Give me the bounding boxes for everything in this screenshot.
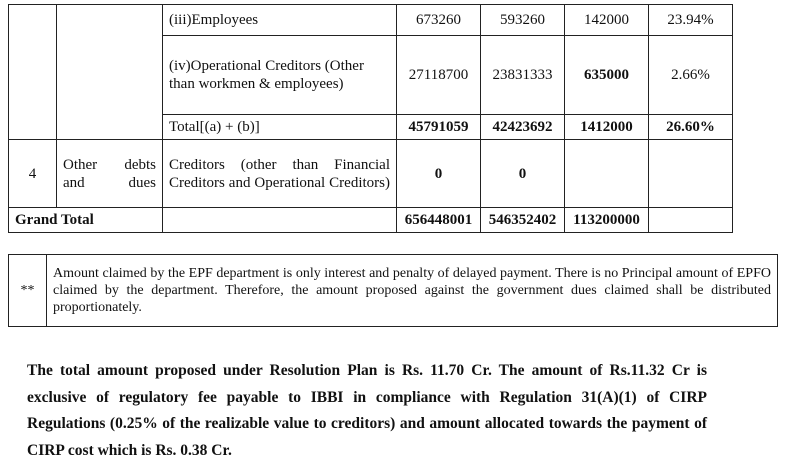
cell-value: 593260 <box>481 5 565 36</box>
cell-value: 142000 <box>565 5 649 36</box>
row-label: (iii)Employees <box>163 5 397 36</box>
footnote-table <box>8 254 778 327</box>
footnote-mark: ** <box>9 255 47 327</box>
cell-value <box>649 208 733 233</box>
cell-value: 27118700 <box>397 36 481 115</box>
cell-value: 26.60% <box>649 115 733 140</box>
row-label: Creditors (other than Financial Creditors and Operational Creditors) <box>163 140 397 208</box>
cell-value: 0 <box>481 140 565 208</box>
cell-value: 42423692 <box>481 115 565 140</box>
table-row <box>9 5 733 36</box>
grand-total-label: Grand Total <box>9 208 163 233</box>
table-row <box>9 140 733 208</box>
cell-value: 45791059 <box>397 115 481 140</box>
cell-value: 23.94% <box>649 5 733 36</box>
cell-value: 1412000 <box>565 115 649 140</box>
cell-value: 546352402 <box>481 208 565 233</box>
resolution-plan-paragraph: The total amount proposed under Resolution Plan is Rs. 11.70 Cr. The amount of Rs.11.32 Cr is exclusive of regulatory fee payable to IBBI in compliance with Regulation 31(A)(1) of CIRP Regulations (0.25% of the realizable value to creditors) and amount allocated towards the payment of CIRP cost which is Rs. 0.38 Cr. <box>27 362 707 459</box>
cell-value: 2.66% <box>649 36 733 115</box>
cell-value: 113200000 <box>565 208 649 233</box>
footnote-row <box>9 255 778 327</box>
row-label: (iv)Operational Creditors (Other than workmen & employees) <box>163 36 397 115</box>
cell-value: 635000 <box>565 36 649 115</box>
cell-value <box>565 140 649 208</box>
claims-table <box>8 4 733 233</box>
cell-value: 23831333 <box>481 36 565 115</box>
cell-value: 0 <box>397 140 481 208</box>
sn-cell: 4 <box>9 140 57 208</box>
sn-cell <box>9 5 57 140</box>
category-cell <box>57 5 163 140</box>
row-label: Total[(a) + (b)] <box>163 115 397 140</box>
row-label <box>163 208 397 233</box>
cell-value: 656448001 <box>397 208 481 233</box>
category-cell: Other debts and dues <box>57 140 163 208</box>
cell-value: 673260 <box>397 5 481 36</box>
cell-value <box>649 140 733 208</box>
grand-total-row <box>9 208 733 233</box>
footnote-text: Amount claimed by the EPF department is only interest and penalty of delayed payment. There is no Principal amount of EPFO claimed by the department. Therefore, the amount proposed against the government dues claimed shall be distributed proportionately. <box>47 255 778 327</box>
